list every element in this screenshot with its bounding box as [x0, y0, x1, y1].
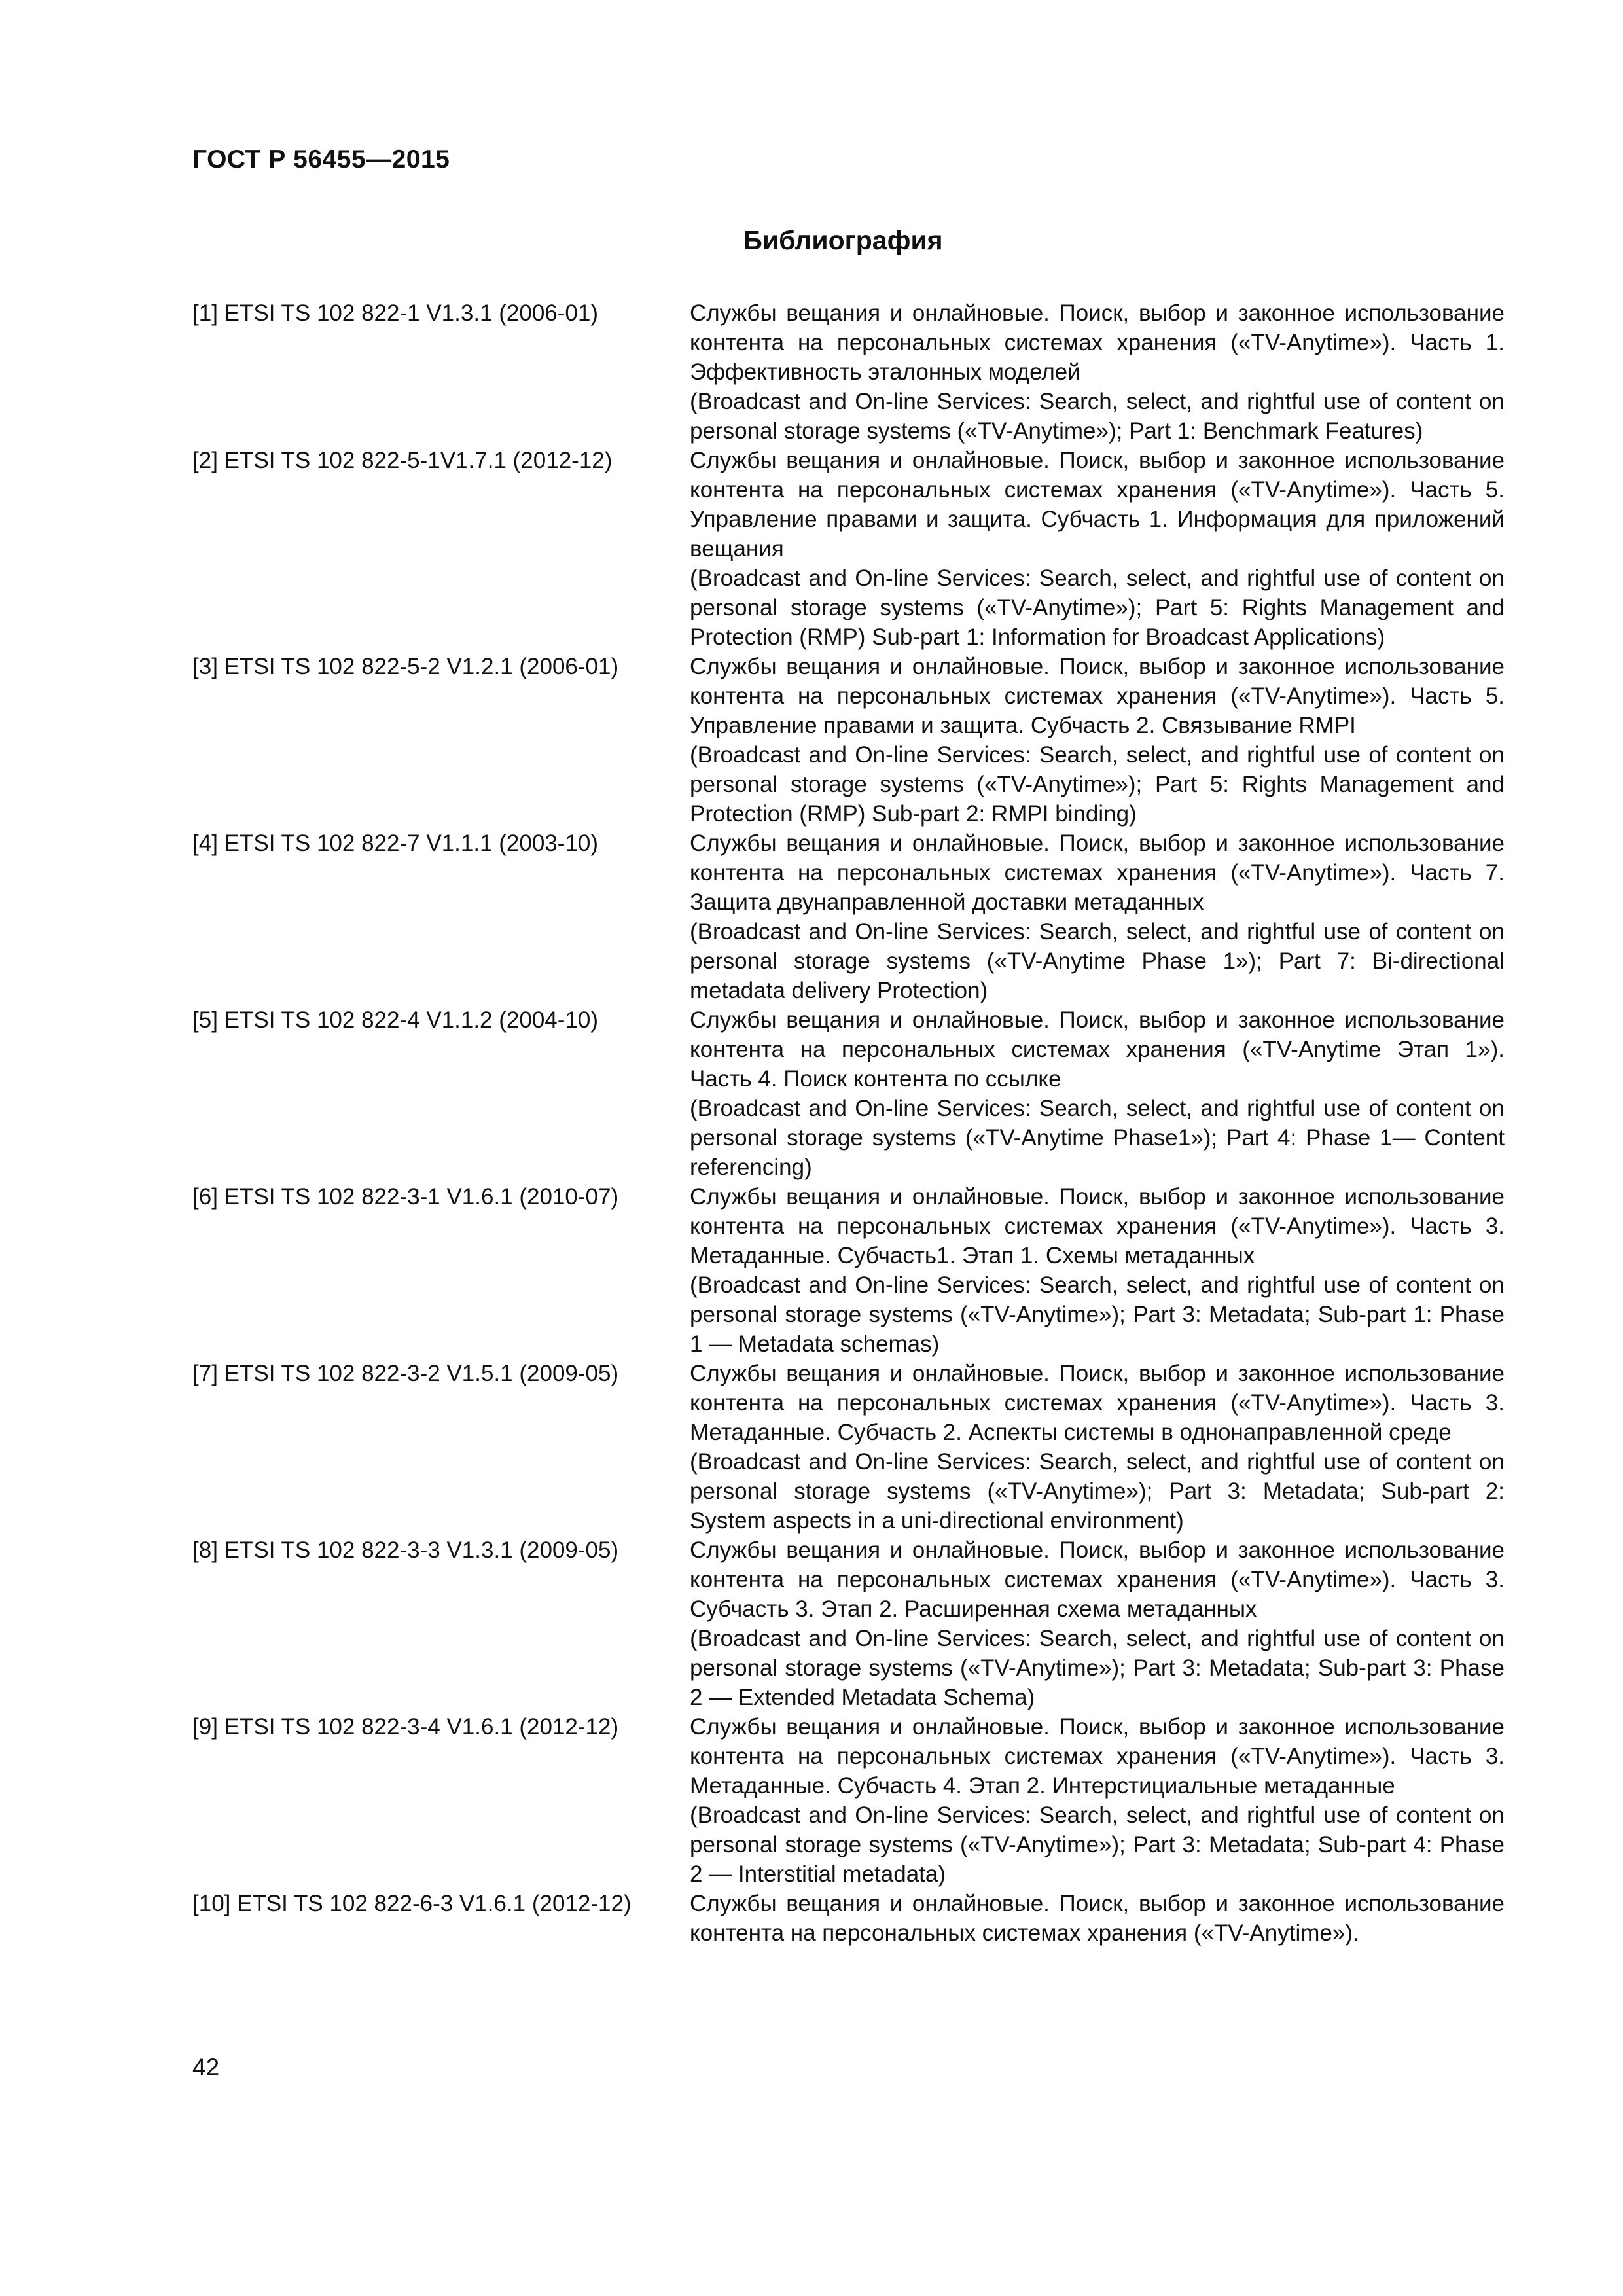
- entry-body: [690, 1712, 1505, 1889]
- bibliography-entry: [192, 1359, 1505, 1535]
- bibliography-list: [192, 298, 1505, 1948]
- entry-title-en: (Broadcast and On-line Services: Search, select, and rightful use of content on personal storage systems («TV-Anytime»); Part 3: Metadata; Sub-part 4: Phase 2 — Interstitial metadata): [690, 1803, 1505, 1887]
- entry-title-en: (Broadcast and On-line Services: Search, select, and rightful use of content on personal storage systems («TV-Anytime»); Part 5: Rights Management and Protection (RMP) Sub-part 1: Information for Broadcast Applications): [690, 565, 1505, 650]
- bibliography-entry: [192, 446, 1505, 652]
- entry-title-en: (Broadcast and On-line Services: Search, select, and rightful use of content on personal storage systems («TV-Anytime»); Part 3: Metadata; Sub-part 3: Phase 2 — Extended Metadata Schema): [690, 1626, 1505, 1710]
- entry-body: [690, 1005, 1505, 1182]
- entry-body: [690, 1889, 1505, 1948]
- entry-body: [690, 298, 1505, 446]
- entry-reference: [5] ETSI TS 102 822-4 V1.1.2 (2004-10): [192, 1007, 599, 1033]
- entry-title-en: (Broadcast and On-line Services: Search, select, and rightful use of content on personal storage systems («TV-Anytime Phase 1»); Part 7: Bi-directional metadata delivery Protection): [690, 919, 1505, 1003]
- entry-reference: [4] ETSI TS 102 822-7 V1.1.1 (2003-10): [192, 831, 599, 856]
- entry-title-en: (Broadcast and On-line Services: Search, select, and rightful use of content on personal storage systems («TV-Anytime»); Part 3: Metadata; Sub-part 2: System aspects in a uni-directional environment): [690, 1449, 1505, 1534]
- entry-reference: [2] ETSI TS 102 822-5-1V1.7.1 (2012-12): [192, 448, 613, 473]
- entry-reference: [6] ETSI TS 102 822-3-1 V1.6.1 (2010-07): [192, 1184, 619, 1210]
- entry-title-ru: Службы вещания и онлайновые. Поиск, выбор и законное использование контента на персональных системах хранения («TV-Anytime»). Часть 3. Метаданные. Субчасть 2. Аспекты системы в однонаправленной среде: [690, 1361, 1505, 1445]
- entry-title-ru: Службы вещания и онлайновые. Поиск, выбор и законное использование контента на персональных системах хранения («TV-Anytime»). Часть 5. Управление правами и защита. Субчасть 2. Связывание RMPI: [690, 654, 1505, 738]
- page-title: Библиография: [743, 225, 943, 255]
- entry-body: [690, 1182, 1505, 1359]
- entry-body: [690, 1359, 1505, 1535]
- page-number: 42: [192, 2054, 220, 2081]
- entry-reference: [1] ETSI TS 102 822-1 V1.3.1 (2006-01): [192, 300, 599, 326]
- entry-reference: [9] ETSI TS 102 822-3-4 V1.6.1 (2012-12): [192, 1714, 619, 1740]
- bibliography-entry: [192, 652, 1505, 829]
- entry-title-ru: Службы вещания и онлайновые. Поиск, выбор и законное использование контента на персональных системах хранения («TV-Anytime»). Часть 3. Субчасть 3. Этап 2. Расширенная схема метаданных: [690, 1537, 1505, 1622]
- entry-title-ru: Службы вещания и онлайновые. Поиск, выбор и законное использование контента на персональных системах хранения («TV-Anytime»). Часть 3. Метаданные. Субчасть 4. Этап 2. Интерстициальные метаданные: [690, 1714, 1505, 1799]
- entry-body: [690, 1535, 1505, 1712]
- bibliography-entry: [192, 829, 1505, 1005]
- entry-title-en: (Broadcast and On-line Services: Search, select, and rightful use of content on personal storage systems («TV-Anytime»); Part 3: Metadata; Sub-part 1: Phase 1 — Metadata schemas): [690, 1272, 1505, 1357]
- entry-title-ru: Службы вещания и онлайновые. Поиск, выбор и законное использование контента на персональных системах хранения («TV-Anytime»). Часть 3. Метаданные. Субчасть1. Этап 1. Схемы метаданных: [690, 1184, 1505, 1268]
- entry-title-en: (Broadcast and On-line Services: Search, select, and rightful use of content on personal storage systems («TV-Anytime»); Part 1: Benchmark Features): [690, 389, 1505, 444]
- entry-reference: [7] ETSI TS 102 822-3-2 V1.5.1 (2009-05): [192, 1361, 619, 1386]
- entry-title-ru: Службы вещания и онлайновые. Поиск, выбор и законное использование контента на персональных системах хранения («TV-Anytime Этап 1»). Часть 4. Поиск контента по ссылке: [690, 1007, 1505, 1092]
- entry-reference: [10] ETSI TS 102 822-6-3 V1.6.1 (2012-12): [192, 1891, 632, 1916]
- entry-title-ru: Службы вещания и онлайновые. Поиск, выбор и законное использование контента на персональных системах хранения («TV-Anytime»). Часть 1. Эффективность эталонных моделей: [690, 300, 1505, 385]
- bibliography-entry: [192, 1535, 1505, 1712]
- entry-body: [690, 446, 1505, 652]
- entry-title-en: (Broadcast and On-line Services: Search, select, and rightful use of content on personal storage systems («TV-Anytime»); Part 5: Rights Management and Protection (RMP) Sub-part 2: RMPI binding): [690, 742, 1505, 827]
- entry-title-ru: Службы вещания и онлайновые. Поиск, выбор и законное использование контента на персональных системах хранения («TV-Anytime»). Часть 7. Защита двунаправленной доставки метаданных: [690, 831, 1505, 915]
- entry-body: [690, 829, 1505, 1005]
- bibliography-entry: [192, 298, 1505, 446]
- bibliography-entry: [192, 1712, 1505, 1889]
- bibliography-entry: [192, 1005, 1505, 1182]
- document-code: ГОСТ Р 56455—2015: [192, 145, 450, 173]
- entry-title-ru: Службы вещания и онлайновые. Поиск, выбор и законное использование контента на персональных системах хранения («TV-Anytime»).: [690, 1891, 1505, 1946]
- entry-title-ru: Службы вещания и онлайновые. Поиск, выбор и законное использование контента на персональных системах хранения («TV-Anytime»). Часть 5. Управление правами и защита. Субчасть 1. Информация для приложений вещания: [690, 448, 1505, 562]
- entry-title-en: (Broadcast and On-line Services: Search, select, and rightful use of content on personal storage systems («TV-Anytime Phase1»); Part 4: Phase 1— Content referencing): [690, 1096, 1505, 1180]
- entry-body: [690, 652, 1505, 829]
- entry-reference: [8] ETSI TS 102 822-3-3 V1.3.1 (2009-05): [192, 1537, 619, 1563]
- bibliography-entry: [192, 1889, 1505, 1948]
- entry-reference: [3] ETSI TS 102 822-5-2 V1.2.1 (2006-01): [192, 654, 619, 679]
- bibliography-entry: [192, 1182, 1505, 1359]
